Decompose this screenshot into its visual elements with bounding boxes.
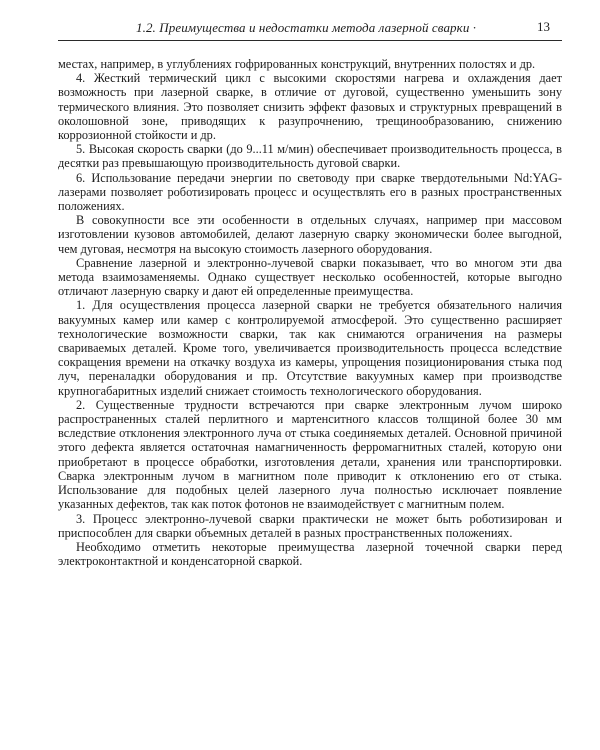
paragraph-continuation: местах, например, в углублениях гофрированных конструкций, внутренних полостях и др. — [58, 57, 536, 71]
body-text — [58, 57, 562, 568]
paragraph-point-3: 3. Процесс электронно-лучевой сварки практически не может быть роботизирован и приспособлен для сварки объемных деталей в разных пространственных положениях. — [58, 511, 562, 540]
book-page — [58, 18, 562, 738]
paragraph-point-5: 5. Высокая скорость сварки (до 9...11 м/мин) обеспечивает производительность процесса, в десятки раз превышающую производительность дуговой сварки. — [58, 142, 562, 171]
paragraph-point-6: 6. Использование передачи энергии по световоду при сварке твердотельными Nd:YAG-лазерами позволяет роботизировать процесс и осуществлять его в разных пространственных положениях. — [58, 170, 562, 214]
running-title: 1.2. Преимущества и недостатки метода лазерной сварки · — [136, 20, 477, 35]
paragraph-comparison: Сравнение лазерной и электронно-лучевой сварки показывает, что во многом эти два метода взаимозаменяемы. Однако существует несколько особенностей, которые выгодно отличают лазерную сварку и дают ей определенные преимущества. — [58, 255, 562, 299]
paragraph-summary: В совокупности все эти особенности в отдельных случаях, например при массовом изготовлении кузовов автомобилей, делают лазерную сварку экономически более выгодной, чем дуговая, несмотря на высокую стоимость лазерного оборудования. — [58, 213, 562, 256]
paragraph-point-1: 1. Для осуществления процесса лазерной сварки не требуется обязательного наличия вакуумных камер или камер с контролируемой атмосферой. Это существенно расширяет технологические возможности сварки, так как снимаются ограничения на размеры свариваемых деталей. Кроме того, увеличивается производительность процесса вследствие сокращения времени на откачку воздуха из камеры, упрощения позиционирования стыка под луч, переналадки оборудования и пр. Отсутствие вакуумных камер при производстве крупногабаритных изделий снижает стоимость технологического оборудования. — [58, 298, 562, 398]
running-header — [58, 18, 562, 41]
paragraph-point-4: 4. Жесткий термический цикл с высокими скоростями нагрева и охлаждения дает возможность при лазерной сварке, в отличие от дуговой, существенно уменьшить зону термического влияния. Это позволяет снизить эффект фазовых и структурных превращений в околошовной зоне, приводящих к разупрочнению, трещинообразованию, снижению коррозионной стойкости и др. — [58, 71, 562, 143]
paragraph-closing: Необходимо отметить некоторые преимущества лазерной точечной сварки перед электроконтактной и конденсаторной сваркой. — [58, 539, 562, 569]
page-number: 13 — [537, 19, 550, 34]
paragraph-point-2: 2. Существенные трудности встречаются при сварке электронным лучом широко распространенных сталей перлитного и мартенситного классов толщиной более 30 мм вследствие отклонения электронного луча от стыка соединяемых деталей. Основной причиной этого дефекта является остаточная намагниченность ферромагнитных сталей, которую они приобретают в процессе обработки, изготовления детали, хранения или транспортировки. Сварка электронным лучом в магнитном поле приводит к отклонению его от стыка. Использование для подобных целей лазерного луча полностью исключает появление указанных дефектов, так как поток фотонов не взаимодействует с магнитным полем. — [58, 397, 562, 512]
